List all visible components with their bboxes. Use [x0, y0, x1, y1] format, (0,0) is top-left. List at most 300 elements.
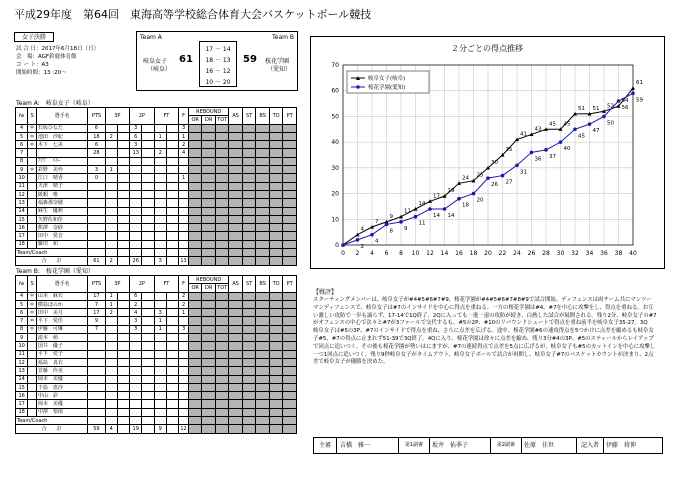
stat-cell [202, 417, 215, 425]
stat-cell [117, 215, 129, 223]
stat-cell [166, 199, 178, 207]
x-tick-label: 18 [469, 250, 478, 257]
stat-cell [283, 124, 297, 132]
team-b-box-score [15, 275, 297, 434]
stat-cell [188, 174, 201, 182]
official-role-1: 主審 [314, 438, 337, 453]
header-cell: 選手名 [36, 276, 88, 293]
player-name: 江口 晴香 [36, 174, 88, 182]
player-2p [130, 392, 142, 400]
stat-cell [142, 425, 154, 433]
data-label: 40 [563, 146, 571, 153]
stat-cell [229, 190, 242, 198]
stat-cell [229, 350, 242, 358]
data-label: 11 [404, 208, 411, 215]
stat-cell [283, 182, 297, 190]
stat-cell [166, 309, 178, 317]
stat-cell [142, 157, 154, 165]
stat-cell [142, 132, 154, 140]
player-number: 8 [16, 157, 28, 165]
stat-cell [229, 358, 242, 366]
stat-cell [142, 342, 154, 350]
player-name: 麻生 優莉 [36, 207, 88, 215]
data-point [559, 140, 563, 144]
stat-cell [229, 141, 242, 149]
stat-cell [179, 417, 189, 425]
stat-cell [166, 249, 178, 257]
player-fouls [179, 400, 189, 408]
legend-label: 桜花学園(愛知) [368, 85, 406, 91]
player-row [16, 157, 297, 165]
player-ft [154, 157, 166, 165]
header-cell: ST [242, 276, 255, 293]
player-number: 17 [16, 232, 28, 240]
player-name: 岡本 美優 [36, 375, 88, 383]
stat-cell [256, 383, 269, 391]
data-label: 26 [491, 182, 498, 189]
player-ft [154, 334, 166, 342]
stat-cell [202, 157, 215, 165]
starter-mark [28, 350, 37, 358]
stat-cell [283, 249, 297, 257]
stat-cell [188, 124, 201, 132]
player-pts: 28 [88, 149, 105, 157]
stat-cell [166, 207, 178, 215]
data-label: 14 [433, 213, 440, 219]
data-label: 11 [418, 220, 426, 227]
official-role-2: 第1副審 [398, 438, 430, 453]
stat-cell [256, 149, 269, 157]
player-3p [105, 358, 117, 366]
player-name: 平下 愛子 [36, 350, 88, 358]
stat-cell [229, 325, 242, 333]
header-cell: FT [154, 276, 179, 293]
stat-cell [117, 257, 129, 265]
player-2p: 4 [130, 309, 142, 317]
stat-cell [166, 215, 178, 223]
stat-cell [215, 182, 228, 190]
total-fouls: 12 [180, 425, 187, 432]
stat-cell [142, 257, 154, 265]
player-2p [130, 342, 142, 350]
data-label: 20 [476, 197, 484, 204]
player-number: 8 [16, 325, 28, 333]
player-ft [154, 199, 166, 207]
stat-cell [269, 232, 282, 240]
player-row [16, 400, 297, 408]
stat-cell [179, 249, 189, 257]
stat-cell [256, 325, 269, 333]
player-2p [130, 190, 142, 198]
player-ft [154, 141, 166, 149]
stat-cell [215, 317, 228, 325]
player-3p [105, 317, 117, 325]
quarter-row: 18 － 13 [205, 57, 231, 64]
player-2p: 3 [130, 317, 142, 325]
player-ft [154, 408, 166, 416]
player-pts [88, 190, 105, 198]
stat-cell [269, 292, 282, 300]
player-3p [105, 207, 117, 215]
y-tick-label: 20 [331, 190, 339, 198]
stat-cell [202, 166, 215, 174]
player-3p: 1 [105, 300, 117, 308]
stat-cell [142, 334, 154, 342]
starter-mark [28, 224, 37, 232]
player-fouls [179, 358, 189, 366]
player-row [16, 342, 297, 350]
player-3p [105, 199, 117, 207]
stat-cell [242, 232, 255, 240]
player-2p [130, 182, 142, 190]
stat-cell [142, 375, 154, 383]
stat-cell [269, 249, 282, 257]
stat-cell [188, 425, 201, 433]
player-fouls [179, 199, 189, 207]
stat-cell [202, 292, 215, 300]
stat-cell [117, 207, 129, 215]
stat-cell [269, 300, 282, 308]
stat-cell [202, 408, 215, 416]
player-name: 横島ほのか [36, 300, 88, 308]
team-a-heading: Team A: 岐阜女子（岐阜） [16, 100, 94, 107]
total-ft: 3 [154, 257, 166, 265]
player-name: 阪順 唯 [36, 190, 88, 198]
player-pts [88, 342, 105, 350]
data-label: 47 [592, 128, 600, 135]
player-2p [130, 224, 142, 232]
stat-cell [142, 232, 154, 240]
stat-cell [142, 383, 154, 391]
stat-cell [202, 358, 215, 366]
player-name: 彩野 美怜 [36, 166, 88, 174]
x-tick-label: 26 [527, 250, 536, 257]
stat-cell [188, 367, 201, 375]
x-tick-label: 10 [411, 250, 420, 257]
player-ft [154, 166, 166, 174]
stat-cell [142, 240, 154, 248]
x-tick-label: 22 [498, 250, 507, 257]
team-a-name: 岐阜女子 [143, 58, 168, 65]
officials-row [313, 437, 663, 454]
team-b-label: Team B [272, 34, 294, 41]
player-pts [88, 334, 105, 342]
player-3p [105, 350, 117, 358]
stat-cell [202, 124, 215, 132]
player-ft: 2 [154, 149, 166, 157]
stat-cell [256, 215, 269, 223]
player-fouls [179, 383, 189, 391]
stat-cell [188, 292, 201, 300]
starter-mark [28, 400, 37, 408]
stat-cell [117, 408, 129, 416]
stat-cell [117, 182, 129, 190]
header-cell: AS [229, 276, 242, 293]
stat-cell [142, 358, 154, 366]
starter-mark: ＊ [29, 293, 35, 300]
stat-cell [283, 334, 297, 342]
header-cell: TO [269, 276, 282, 293]
stat-cell [215, 157, 228, 165]
player-pts [88, 240, 105, 248]
stat-cell [166, 400, 178, 408]
stat-cell [283, 383, 297, 391]
player-number: 14 [16, 207, 28, 215]
stat-cell [256, 182, 269, 190]
header-cell: TOT [217, 116, 228, 123]
starter-mark [28, 149, 37, 157]
player-row [16, 132, 297, 140]
player-3p [105, 334, 117, 342]
x-tick-label: 0 [341, 250, 345, 257]
team-a-pref: （岐阜） [147, 66, 172, 73]
stat-cell [215, 358, 228, 366]
stat-cell [142, 300, 154, 308]
stat-cell [117, 232, 129, 240]
data-label: 50 [607, 120, 614, 127]
stat-cell [117, 342, 129, 350]
stat-cell [256, 408, 269, 416]
stat-cell [202, 190, 215, 198]
player-number: 10 [16, 174, 28, 182]
stat-cell [117, 157, 129, 165]
stat-cell [166, 350, 178, 358]
stat-cell [242, 392, 255, 400]
stat-cell [229, 207, 242, 215]
stat-cell [229, 240, 242, 248]
player-name: 熊澤 奈紗 [36, 224, 88, 232]
player-ft [154, 215, 166, 223]
stat-cell [242, 334, 255, 342]
player-name: 千島 恵沙 [36, 383, 88, 391]
y-tick-label: 0 [335, 242, 339, 249]
player-name: 藤田 和 [36, 240, 88, 248]
stat-cell [215, 400, 228, 408]
player-pts: 18 [88, 132, 105, 140]
header-cell: PTS [88, 108, 105, 125]
stat-cell [215, 174, 228, 182]
stat-cell [142, 166, 154, 174]
starter-mark: ＊ [29, 309, 35, 316]
header-cell: REBOUND [188, 108, 228, 116]
stat-cell [105, 249, 117, 257]
player-pts [88, 350, 105, 358]
stat-cell [166, 375, 178, 383]
player-2p [130, 174, 142, 182]
stat-cell [202, 257, 215, 265]
stat-cell [202, 367, 215, 375]
player-pts [88, 367, 105, 375]
header-cell: 3P [105, 108, 130, 125]
data-point [385, 223, 389, 227]
player-pts: 7 [88, 300, 105, 308]
stat-cell [229, 342, 242, 350]
stat-cell [117, 174, 129, 182]
data-label: 45 [578, 133, 585, 140]
stat-cell [229, 408, 242, 416]
player-2p [130, 375, 142, 383]
player-3p [105, 367, 117, 375]
stat-cell [269, 124, 282, 132]
starter-mark [28, 383, 37, 391]
stat-cell [242, 257, 255, 265]
header-cell: OR [188, 284, 201, 292]
stat-cell [242, 367, 255, 375]
stat-cell [215, 141, 228, 149]
stat-cell [142, 249, 154, 257]
stat-cell [283, 292, 297, 300]
stat-cell [188, 182, 201, 190]
stat-cell [202, 132, 215, 140]
stat-cell [215, 300, 228, 308]
header-cell: F [179, 108, 189, 125]
stat-cell [283, 149, 297, 157]
stat-cell [242, 182, 255, 190]
stat-cell [154, 417, 166, 425]
player-fouls: 1 [179, 132, 189, 140]
data-point [530, 151, 534, 155]
player-fouls [179, 240, 189, 248]
stat-cell [229, 232, 242, 240]
stat-cell [229, 215, 242, 223]
stat-cell [269, 334, 282, 342]
player-pts: 9 [88, 317, 105, 325]
stat-cell [229, 317, 242, 325]
stat-cell [202, 309, 215, 317]
stat-cell [202, 215, 215, 223]
stat-cell [269, 141, 282, 149]
player-number: 4 [16, 124, 28, 132]
stat-cell [215, 199, 228, 207]
stat-cell [142, 149, 154, 157]
quarter-row: 17 － 14 [205, 46, 231, 53]
player-row [16, 190, 297, 198]
stat-cell [229, 292, 242, 300]
stat-cell [256, 141, 269, 149]
stat-cell [166, 257, 178, 265]
stat-cell [256, 300, 269, 308]
stat-cell [242, 124, 255, 132]
data-label: 14 [447, 213, 455, 219]
stat-cell [283, 425, 297, 433]
starter-mark [28, 182, 37, 190]
stat-cell [269, 350, 282, 358]
player-ft [154, 292, 166, 300]
player-ft [154, 375, 166, 383]
player-pts [88, 392, 105, 400]
stat-cell [130, 249, 142, 257]
stat-cell [242, 309, 255, 317]
player-2p: 3 [130, 325, 142, 333]
stat-cell [242, 358, 255, 366]
stat-cell [202, 182, 215, 190]
player-3p [105, 325, 117, 333]
stat-cell [154, 249, 166, 257]
data-label: 45 [563, 121, 571, 128]
player-fouls [179, 317, 189, 325]
data-label: 30 [491, 159, 498, 166]
player-row [16, 350, 297, 358]
stat-cell [105, 417, 117, 425]
stat-cell [269, 400, 282, 408]
stat-cell [229, 257, 242, 265]
data-label: 54 [621, 98, 629, 105]
player-ft [154, 124, 166, 132]
player-ft [154, 207, 166, 215]
stat-cell [269, 199, 282, 207]
stat-cell [283, 317, 297, 325]
player-fouls: 1 [179, 309, 189, 317]
stat-cell [283, 199, 297, 207]
stat-cell [242, 342, 255, 350]
stat-cell [142, 417, 154, 425]
player-row [16, 174, 297, 182]
player-row [16, 367, 297, 375]
stat-cell [142, 124, 154, 132]
stat-cell [269, 215, 282, 223]
stat-cell [283, 300, 297, 308]
player-number: 7 [16, 149, 28, 157]
stat-cell [269, 207, 282, 215]
total-pts: 61 [88, 257, 105, 265]
header-cell: S [28, 276, 37, 293]
stat-cell [117, 132, 129, 140]
stat-cell [283, 190, 297, 198]
stat-cell [215, 425, 228, 433]
stat-cell [142, 325, 154, 333]
legend-marker [356, 85, 360, 89]
data-label: 36 [534, 156, 542, 163]
player-3p [105, 141, 117, 149]
player-number: 14 [16, 375, 28, 383]
stat-cell [88, 417, 105, 425]
data-label: 2 [360, 243, 364, 250]
stat-cell [188, 199, 201, 207]
player-ft [154, 350, 166, 358]
x-tick-label: 14 [440, 250, 449, 257]
player-number: 12 [16, 358, 28, 366]
header-cell: 選手名 [36, 108, 88, 125]
player-fouls [179, 232, 189, 240]
stat-cell [269, 367, 282, 375]
stat-cell [256, 342, 269, 350]
starter-mark [28, 207, 37, 215]
stat-cell [229, 334, 242, 342]
stat-cell [166, 190, 178, 198]
stat-cell [142, 309, 154, 317]
starter-mark: ＊ [29, 141, 35, 148]
player-number: 10 [16, 342, 28, 350]
team-b-score: 59 [243, 54, 257, 65]
starter-mark [28, 392, 37, 400]
starter-mark [28, 190, 37, 198]
official-name-2: 坂井 佑季子 [432, 442, 469, 449]
stat-cell [242, 157, 255, 165]
stat-cell [166, 334, 178, 342]
stat-cell [215, 132, 228, 140]
stat-cell [166, 292, 178, 300]
starter-mark [28, 157, 37, 165]
player-row [16, 358, 297, 366]
team-b-heading: Team B: 桜花学園（愛知） [16, 268, 94, 275]
data-label: 17 [433, 193, 440, 200]
stat-cell [166, 342, 178, 350]
stat-cell [202, 400, 215, 408]
data-label: 51 [592, 105, 600, 112]
header-cell: № [16, 108, 28, 125]
player-3p [105, 182, 117, 190]
player-ft: 1 [154, 317, 166, 325]
